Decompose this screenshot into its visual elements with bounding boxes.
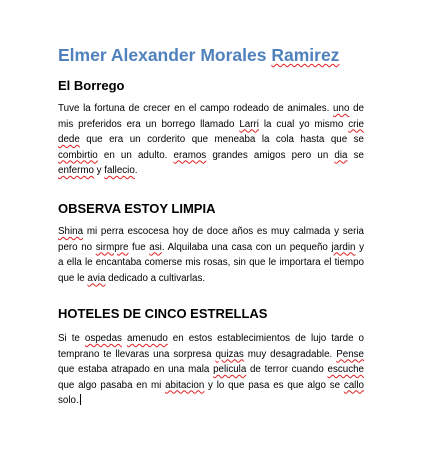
title-text-a: Elmer Alexander Morales bbox=[58, 45, 272, 65]
section-heading-2: OBSERVA ESTOY LIMPIA bbox=[58, 201, 216, 216]
paragraph-line: que le avia dedicado a cultivarlas. bbox=[58, 272, 206, 284]
section-heading-3: HOTELES DE CINCO ESTRELLAS bbox=[58, 306, 268, 321]
paragraph-line: combirtio en un adulto. eramos grandes amigos pero un dia se bbox=[58, 149, 364, 161]
paragraph-line: temprano te llevaras una sorpresa quizas muy desagradable. Pense bbox=[58, 348, 364, 360]
paragraph-line: pero no sirmpre fue asi. Alquilaba una casa con un pequeño jardin y bbox=[58, 241, 364, 253]
paragraph-line: dede que era un corderito que meneaba la cola hasta que se bbox=[58, 134, 364, 145]
paragraph-line: que algo pasaba en mi abitacion y lo que pasa es que algo se callo bbox=[58, 379, 364, 391]
section-body-1[interactable] bbox=[58, 101, 364, 179]
paragraph-line: solo. bbox=[58, 395, 79, 406]
paragraph-line: enfermo y fallecio. bbox=[58, 165, 138, 176]
paragraph-line: Tuve la fortuna de crecer en el campo rodeado de animales. uno de bbox=[58, 103, 365, 114]
text-cursor bbox=[80, 394, 81, 405]
paragraph-line: que estaba atrapado en una mala pelicula de terror cuando escuche bbox=[58, 364, 364, 375]
paragraph-line: mis preferidos era un borrego llamado Larri la cual yo mismo crie bbox=[58, 118, 365, 130]
title-text-b: Ramirez bbox=[271, 45, 340, 65]
document-title bbox=[58, 44, 398, 66]
section-body-2[interactable] bbox=[58, 224, 364, 286]
paragraph-line: a ella le encantaba comerse mis rosas, sin que le importara el tiempo bbox=[58, 257, 364, 268]
section-heading-1: El Borrego bbox=[58, 78, 125, 93]
paragraph-line: Si te ospedas amenudo en estos establecimientos de lujo tarde o bbox=[58, 333, 364, 344]
paragraph-line: Shina mi perra escocesa hoy de doce años es muy calmada y seria bbox=[58, 226, 364, 237]
section-body-3[interactable] bbox=[58, 331, 364, 409]
